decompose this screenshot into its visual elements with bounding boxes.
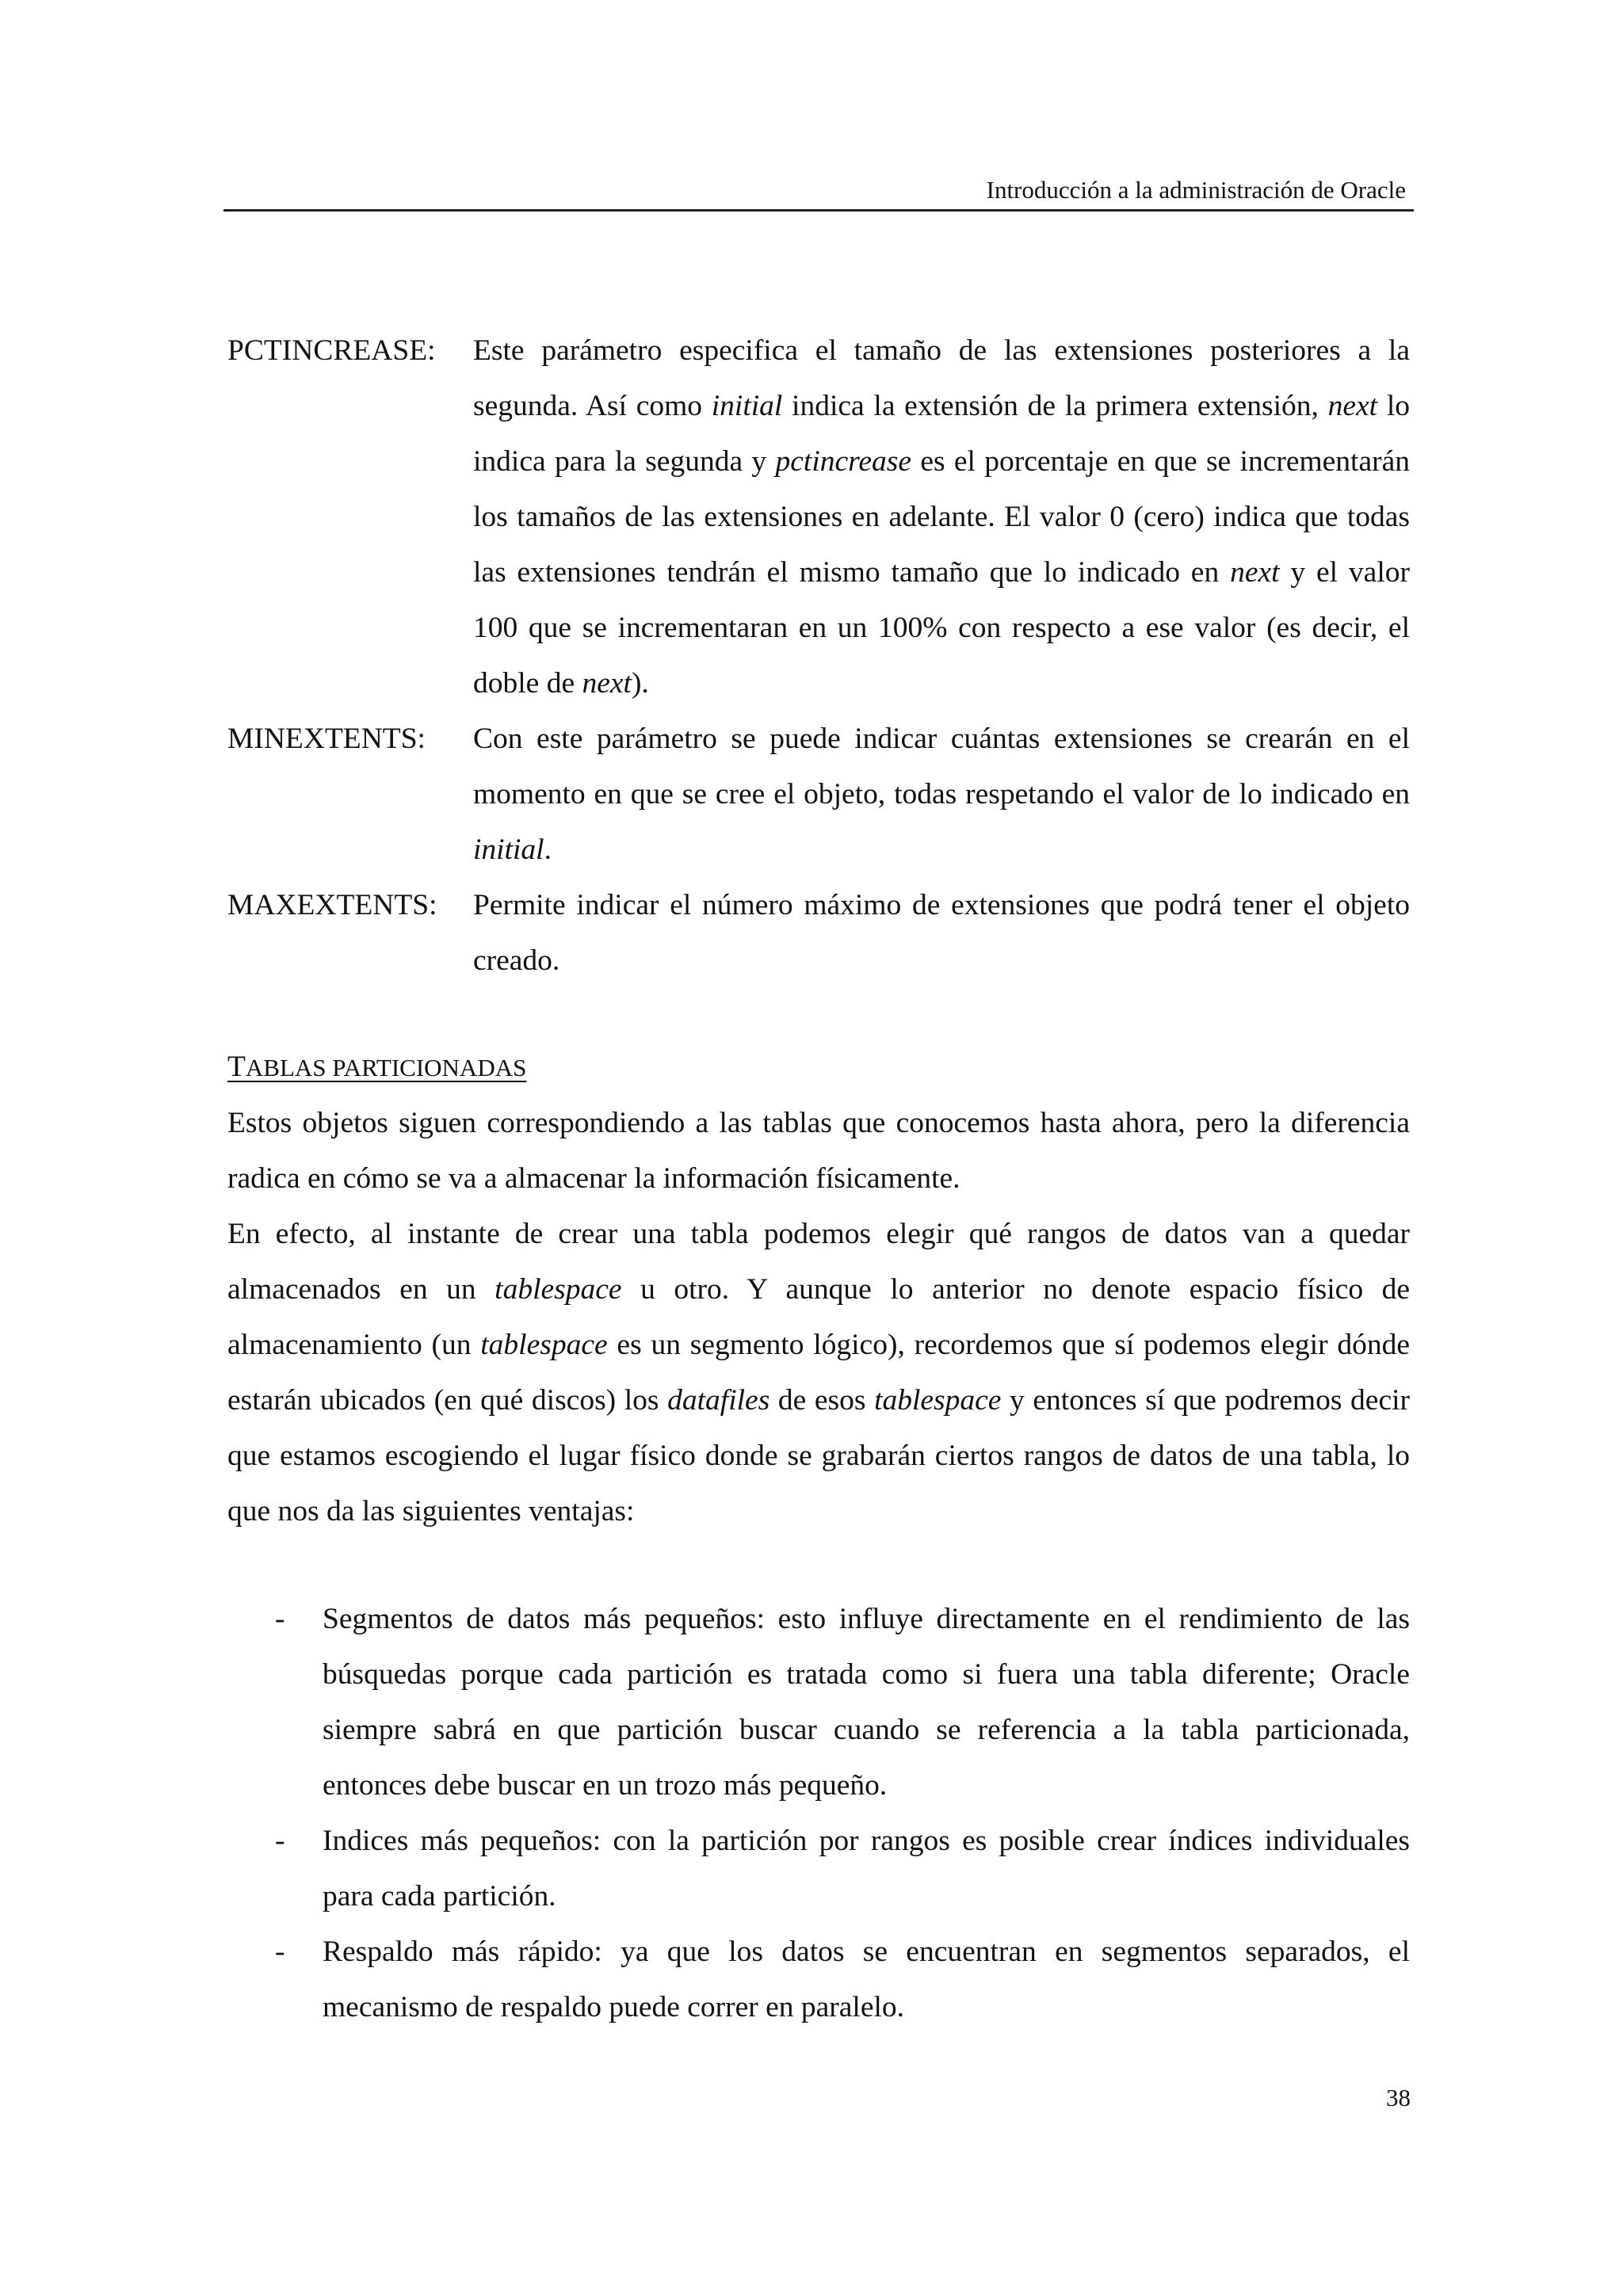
param-maxextents bbox=[227, 878, 1410, 989]
document-body bbox=[227, 323, 1410, 2065]
italic-term: next bbox=[1230, 556, 1280, 589]
text-run: . bbox=[544, 833, 552, 866]
text-run: indica la extensión de la primera extensión, bbox=[782, 390, 1328, 422]
text-run: y el valor 100 que se incrementaran en un 100% con respecto a ese valor (es decir, el doble de bbox=[473, 556, 1410, 700]
italic-term: next bbox=[1327, 390, 1378, 422]
text-run: Este parámetro especifica el tamaño de las extensiones posteriores a la segunda. Así como bbox=[473, 334, 1410, 422]
param-minextents bbox=[227, 711, 1410, 878]
bullet-dash: - bbox=[275, 1825, 285, 1857]
text-run: ). bbox=[631, 667, 649, 700]
italic-term: tablespace bbox=[495, 1273, 622, 1306]
page-header bbox=[223, 173, 1414, 212]
text-run: es un segmento lógico), recordemos que sí podemos elegir dónde estarán ubicados (en qué discos) los bbox=[227, 1329, 1410, 1417]
text-run: de esos bbox=[769, 1384, 875, 1417]
italic-term: initial bbox=[711, 390, 783, 422]
param-name: PCTINCREASE: bbox=[227, 334, 436, 367]
param-description bbox=[473, 711, 1410, 878]
text-run: En efecto, al instante de crear una tabla podemos elegir qué rangos de datos van a quedar almacenados en un bbox=[227, 1218, 1410, 1306]
paragraph bbox=[227, 1207, 1410, 1539]
list-item bbox=[227, 1814, 1410, 1924]
param-name: MAXEXTENTS: bbox=[227, 889, 437, 921]
advantages-list bbox=[227, 1592, 1410, 2035]
list-item-text: Segmentos de datos más pequeños: esto influye directamente en el rendimiento de las búsquedas porque cada partición es tratada como si fuera una tabla diferente; Oracle siempre sabrá en que partición buscar cuando se referencia a la tabla particionada, entonces debe buscar en un trozo más pequeño. bbox=[323, 1603, 1410, 1802]
param-name: MINEXTENTS: bbox=[227, 723, 426, 755]
heading-initial: T bbox=[227, 1051, 246, 1083]
heading-rest: ABLAS PARTICIONADAS bbox=[245, 1054, 527, 1081]
text-run: y entonces sí que podremos decir que estamos escogiendo el lugar físico donde se grabarán ciertos rangos de datos de una tabla, lo que nos da las siguientes ventajas: bbox=[227, 1384, 1410, 1527]
list-item bbox=[227, 1592, 1410, 1814]
page-number: 38 bbox=[1386, 2084, 1411, 2111]
param-description bbox=[473, 323, 1410, 711]
bullet-dash: - bbox=[275, 1936, 285, 1968]
param-pctincrease bbox=[227, 323, 1410, 711]
italic-term: tablespace bbox=[874, 1384, 1002, 1417]
italic-term: initial bbox=[473, 833, 544, 866]
section-heading bbox=[227, 1039, 1410, 1096]
italic-term: tablespace bbox=[480, 1329, 608, 1361]
text-run: Permite indicar el número máximo de extensiones que podrá tener el objeto creado. bbox=[473, 889, 1410, 977]
paragraph bbox=[227, 1096, 1410, 1207]
list-item bbox=[227, 1924, 1410, 2035]
italic-term: datafiles bbox=[667, 1384, 770, 1417]
list-item-text: Respaldo más rápido: ya que los datos se encuentran en segmentos separados, el mecanismo de respaldo puede correr en paralelo. bbox=[323, 1936, 1410, 2023]
text-run: Con este parámetro se puede indicar cuántas extensiones se crearán en el momento en que se cree el objeto, todas respetando el valor de lo indicado en bbox=[473, 723, 1410, 810]
text-run: es el porcentaje en que se incrementarán los tamaños de las extensiones en adelante. El valor 0 (cero) indica que todas las extensiones tendrán el mismo tamaño que lo indicado en bbox=[473, 445, 1410, 589]
list-item-text: Indices más pequeños: con la partición por rangos es posible crear índices individuales para cada partición. bbox=[323, 1825, 1410, 1913]
text-run: lo indica para la segunda y bbox=[473, 390, 1410, 478]
param-description bbox=[473, 878, 1410, 989]
italic-term: pctincrease bbox=[775, 445, 911, 478]
text-run: u otro. Y aunque lo anterior no denote espacio físico de almacenamiento (un bbox=[227, 1273, 1410, 1361]
header-title: Introducción a la administración de Oracle bbox=[986, 176, 1406, 204]
text-run: Estos objetos siguen correspondiendo a las tablas que conocemos hasta ahora, pero la diferencia radica en cómo se va a almacenar la información físicamente. bbox=[227, 1107, 1410, 1195]
italic-term: next bbox=[582, 667, 632, 700]
bullet-dash: - bbox=[275, 1603, 285, 1635]
